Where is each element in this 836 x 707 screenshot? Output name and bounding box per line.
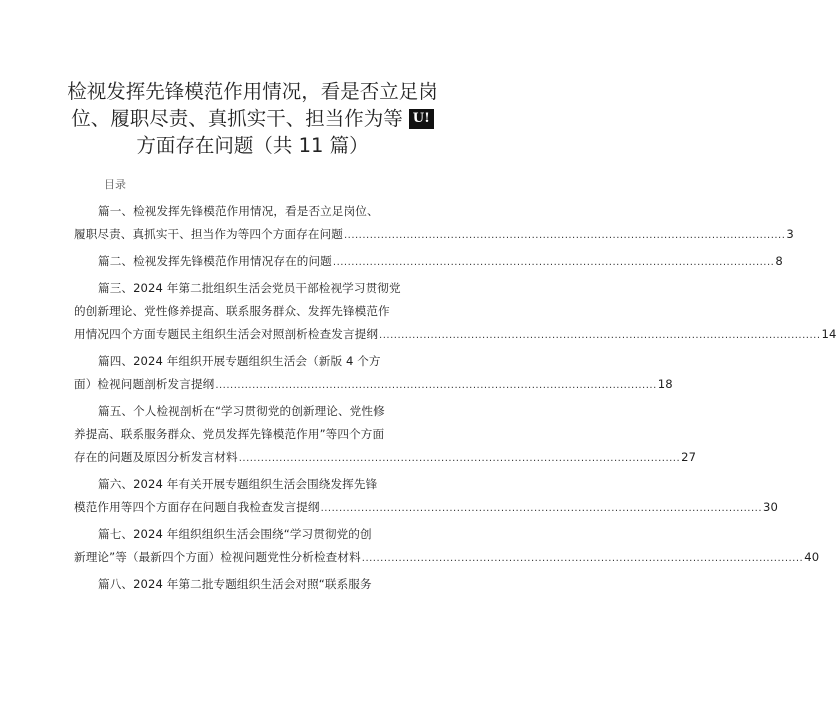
title-line-1: 检视发挥先锋模范作用情况，看是否立足岗 bbox=[67, 80, 438, 103]
toc-entry-text: 篇四、2024 年组织开展专题组织生活会（新版 4 个方 bbox=[98, 354, 381, 368]
toc-entry-line bbox=[74, 250, 783, 273]
toc-page-number: 14 bbox=[821, 327, 836, 341]
toc-entry-line bbox=[74, 573, 405, 596]
toc-entry-line bbox=[74, 323, 836, 346]
toc-entry-line bbox=[74, 423, 405, 446]
toc-entry-text: 新理论”等（最新四个方面）检视问题党性分析检查材料 bbox=[74, 550, 361, 564]
toc-dot-leader: ........................................................................................................................ bbox=[332, 257, 775, 268]
toc-page-number: 18 bbox=[657, 377, 673, 391]
toc-entry-text: 篇五、个人检视剖析在“学习贯彻党的创新理论、党性修 bbox=[98, 404, 385, 418]
title-badge: U! bbox=[409, 109, 434, 129]
toc-entry-line bbox=[74, 350, 405, 373]
toc-entry-line bbox=[74, 523, 405, 546]
toc-entry-line bbox=[74, 373, 673, 396]
title-line-3: 方面存在问题（共 11 篇） bbox=[136, 134, 369, 157]
toc-entry-text: 用情况四个方面专题民主组织生活会对照剖析检查发言提纲 bbox=[74, 327, 379, 341]
toc-entry[interactable] bbox=[74, 350, 673, 396]
toc-entry[interactable] bbox=[74, 573, 405, 596]
toc-heading: 目录 bbox=[104, 178, 126, 191]
toc-dot-leader: ........................................................................................................................ bbox=[361, 553, 804, 564]
toc-entry-line bbox=[74, 223, 794, 246]
toc-page-number: 27 bbox=[681, 450, 697, 464]
toc-entry-text: 篇七、2024 年组织组织生活会围绕“学习贯彻党的创 bbox=[98, 527, 372, 541]
toc-entry[interactable] bbox=[74, 200, 794, 246]
toc-entry[interactable] bbox=[74, 277, 836, 346]
title-line-2-text: 位、履职尽责、真抓实干、担当作为等 bbox=[71, 107, 403, 130]
toc-page-number: 8 bbox=[775, 254, 783, 268]
document-title bbox=[60, 78, 445, 159]
toc-entry-line bbox=[74, 277, 405, 300]
toc-dot-leader: ........................................................................................................................ bbox=[379, 330, 821, 341]
toc-entry[interactable] bbox=[74, 473, 778, 519]
toc-entry-text: 面）检视问题剖析发言提纲 bbox=[74, 377, 215, 391]
toc-entry-text: 篇八、2024 年第二批专题组织生活会对照“联系服务 bbox=[98, 577, 372, 591]
toc-entry-text: 篇六、2024 年有关开展专题组织生活会围绕发挥先锋 bbox=[98, 477, 378, 491]
toc-entry-text: 篇三、2024 年第二批组织生活会党员干部检视学习贯彻党 bbox=[98, 281, 401, 295]
toc-entry-line bbox=[74, 400, 405, 423]
toc-entry[interactable] bbox=[74, 400, 697, 469]
toc-entry-line bbox=[74, 300, 405, 323]
toc-entry-text: 存在的问题及原因分析发言材料 bbox=[74, 450, 238, 464]
table-of-contents bbox=[74, 200, 836, 600]
toc-entry-line bbox=[74, 473, 405, 496]
toc-dot-leader: ........................................................................................................................ bbox=[343, 230, 786, 241]
toc-dot-leader: ........................................................................................................................ bbox=[238, 453, 681, 464]
toc-entry-text: 养提高、联系服务群众、党员发挥先锋模范作用”等四个方面 bbox=[74, 427, 385, 441]
title-line-2 bbox=[60, 105, 445, 132]
toc-entry-text: 的创新理论、党性修养提高、联系服务群众、发挥先锋模范作 bbox=[74, 304, 390, 318]
toc-entry-line bbox=[74, 546, 820, 569]
toc-entry-text: 模范作用等四个方面存在问题自我检查发言提纲 bbox=[74, 500, 320, 514]
toc-entry-line bbox=[74, 496, 778, 519]
toc-entry-line bbox=[74, 200, 405, 223]
toc-entry[interactable] bbox=[74, 523, 820, 569]
toc-dot-leader: ........................................................................................................................ bbox=[320, 503, 763, 514]
toc-dot-leader: ........................................................................................................................ bbox=[215, 380, 657, 391]
toc-entry-line bbox=[74, 446, 697, 469]
toc-page-number: 30 bbox=[763, 500, 778, 514]
toc-entry-text: 履职尽责、真抓实干、担当作为等四个方面存在问题 bbox=[74, 227, 343, 241]
toc-entry-text: 篇一、检视发挥先锋模范作用情况，看是否立足岗位、 bbox=[98, 204, 379, 218]
toc-page-number: 40 bbox=[804, 550, 820, 564]
toc-entry[interactable] bbox=[74, 250, 783, 273]
toc-page-number: 3 bbox=[786, 227, 794, 241]
toc-entry-text: 篇二、检视发挥先锋模范作用情况存在的问题 bbox=[98, 254, 332, 268]
